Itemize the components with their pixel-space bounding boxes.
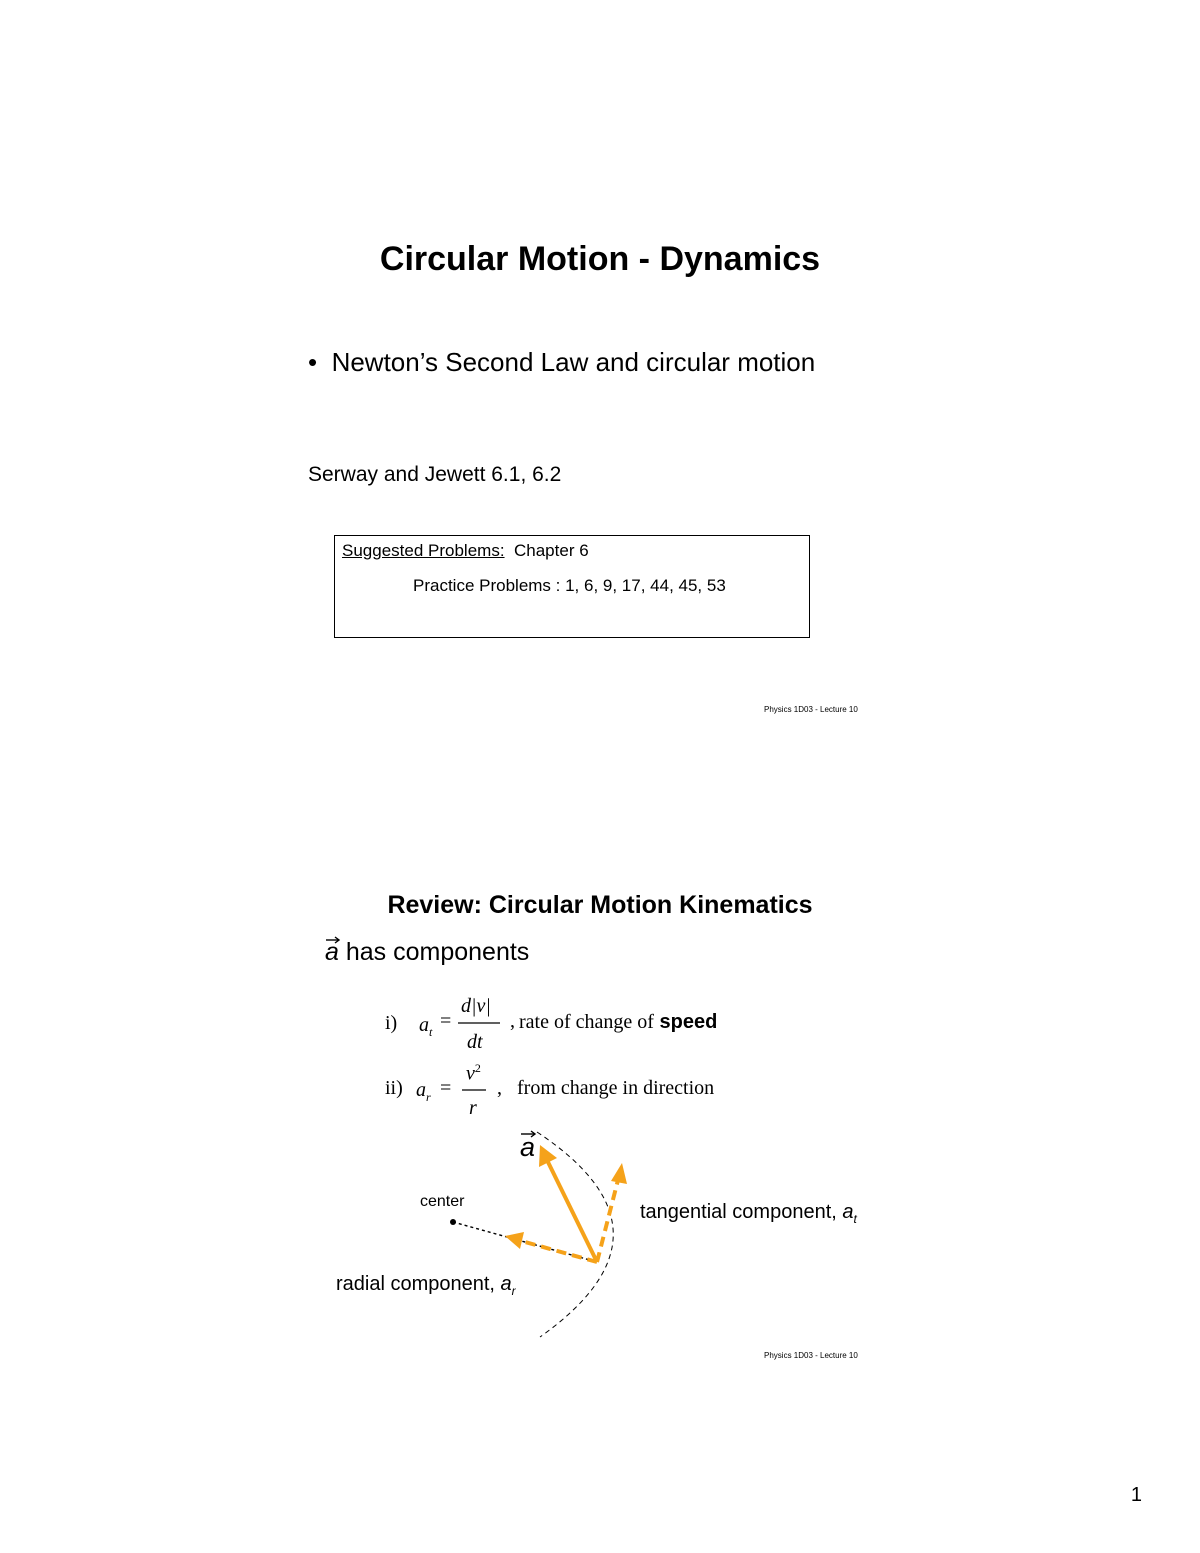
radial-label-text: radial component, [336,1273,495,1295]
eq1-number: i) [385,1012,398,1034]
eq1-desc-bold: speed [659,1011,718,1033]
slide1-footer: Physics 1D03 - Lecture 10 [764,705,858,714]
suggested-problems-label: Suggested Problems: [342,541,505,560]
slide2-footer: Physics 1D03 - Lecture 10 [764,1351,858,1360]
center-label: center [420,1193,465,1210]
slide1-bullet-text: Newton’s Second Law and circular motion [331,347,816,377]
eq2-description: from change in direction [517,1077,715,1099]
radial-label [336,1273,516,1298]
diagram-vector-a-label [520,1132,535,1163]
slide2-title: Review: Circular Motion Kinematics [387,891,813,919]
eq1-frac-bottom: dt [467,1031,483,1053]
tangential-sub: t [853,1212,857,1226]
tangential-arrowhead [611,1163,627,1184]
practice-problems-line: Practice Problems : 1, 6, 9, 17, 44, 45, 53 [413,576,726,595]
eq2-comma: , [497,1077,502,1099]
radial-sub: r [511,1284,516,1298]
slide1-title: Circular Motion - Dynamics [379,240,821,278]
eq1-lhs-var: a [419,1014,429,1036]
tangential-label-text: tangential component, [640,1201,837,1223]
eq1-frac-top: d|v| [461,995,491,1017]
suggested-problems-chapter: Chapter 6 [514,541,589,560]
eq2-lhs-sub: r [426,1090,431,1104]
page-number: 1 [1130,1484,1142,1506]
eq2-frac-bottom: r [469,1097,477,1119]
diagram-vector-arrow-icon [520,1129,537,1139]
tangential-component-vector [597,1180,618,1262]
acceleration-vector [547,1160,597,1262]
eq1-lhs-sub: t [429,1025,433,1039]
eq1-desc-text: rate of change of [519,1011,654,1033]
eq2-number: ii) [385,1077,403,1099]
tangential-label [640,1201,857,1226]
eq2-frac-top-var: v [466,1062,475,1085]
diagram-a-letter: a [520,1132,536,1162]
eq2-lhs-var: a [416,1079,426,1101]
slide1-reference: Serway and Jewett 6.1, 6.2 [308,463,562,486]
eq2-equals: = [440,1077,452,1099]
eq2-frac-top-exp: 2 [474,1061,481,1075]
radial-arrowhead [505,1232,524,1249]
eq1-comma: , [510,1010,515,1032]
radial-symbol: a [500,1273,512,1295]
eq1-equals: = [440,1010,452,1032]
tangential-symbol: a [842,1201,854,1223]
slide1-bullet: • Newton’s Second Law and circular motion [308,347,816,377]
vector-a-letter: a [325,938,339,966]
intro-text: has components [345,938,530,966]
